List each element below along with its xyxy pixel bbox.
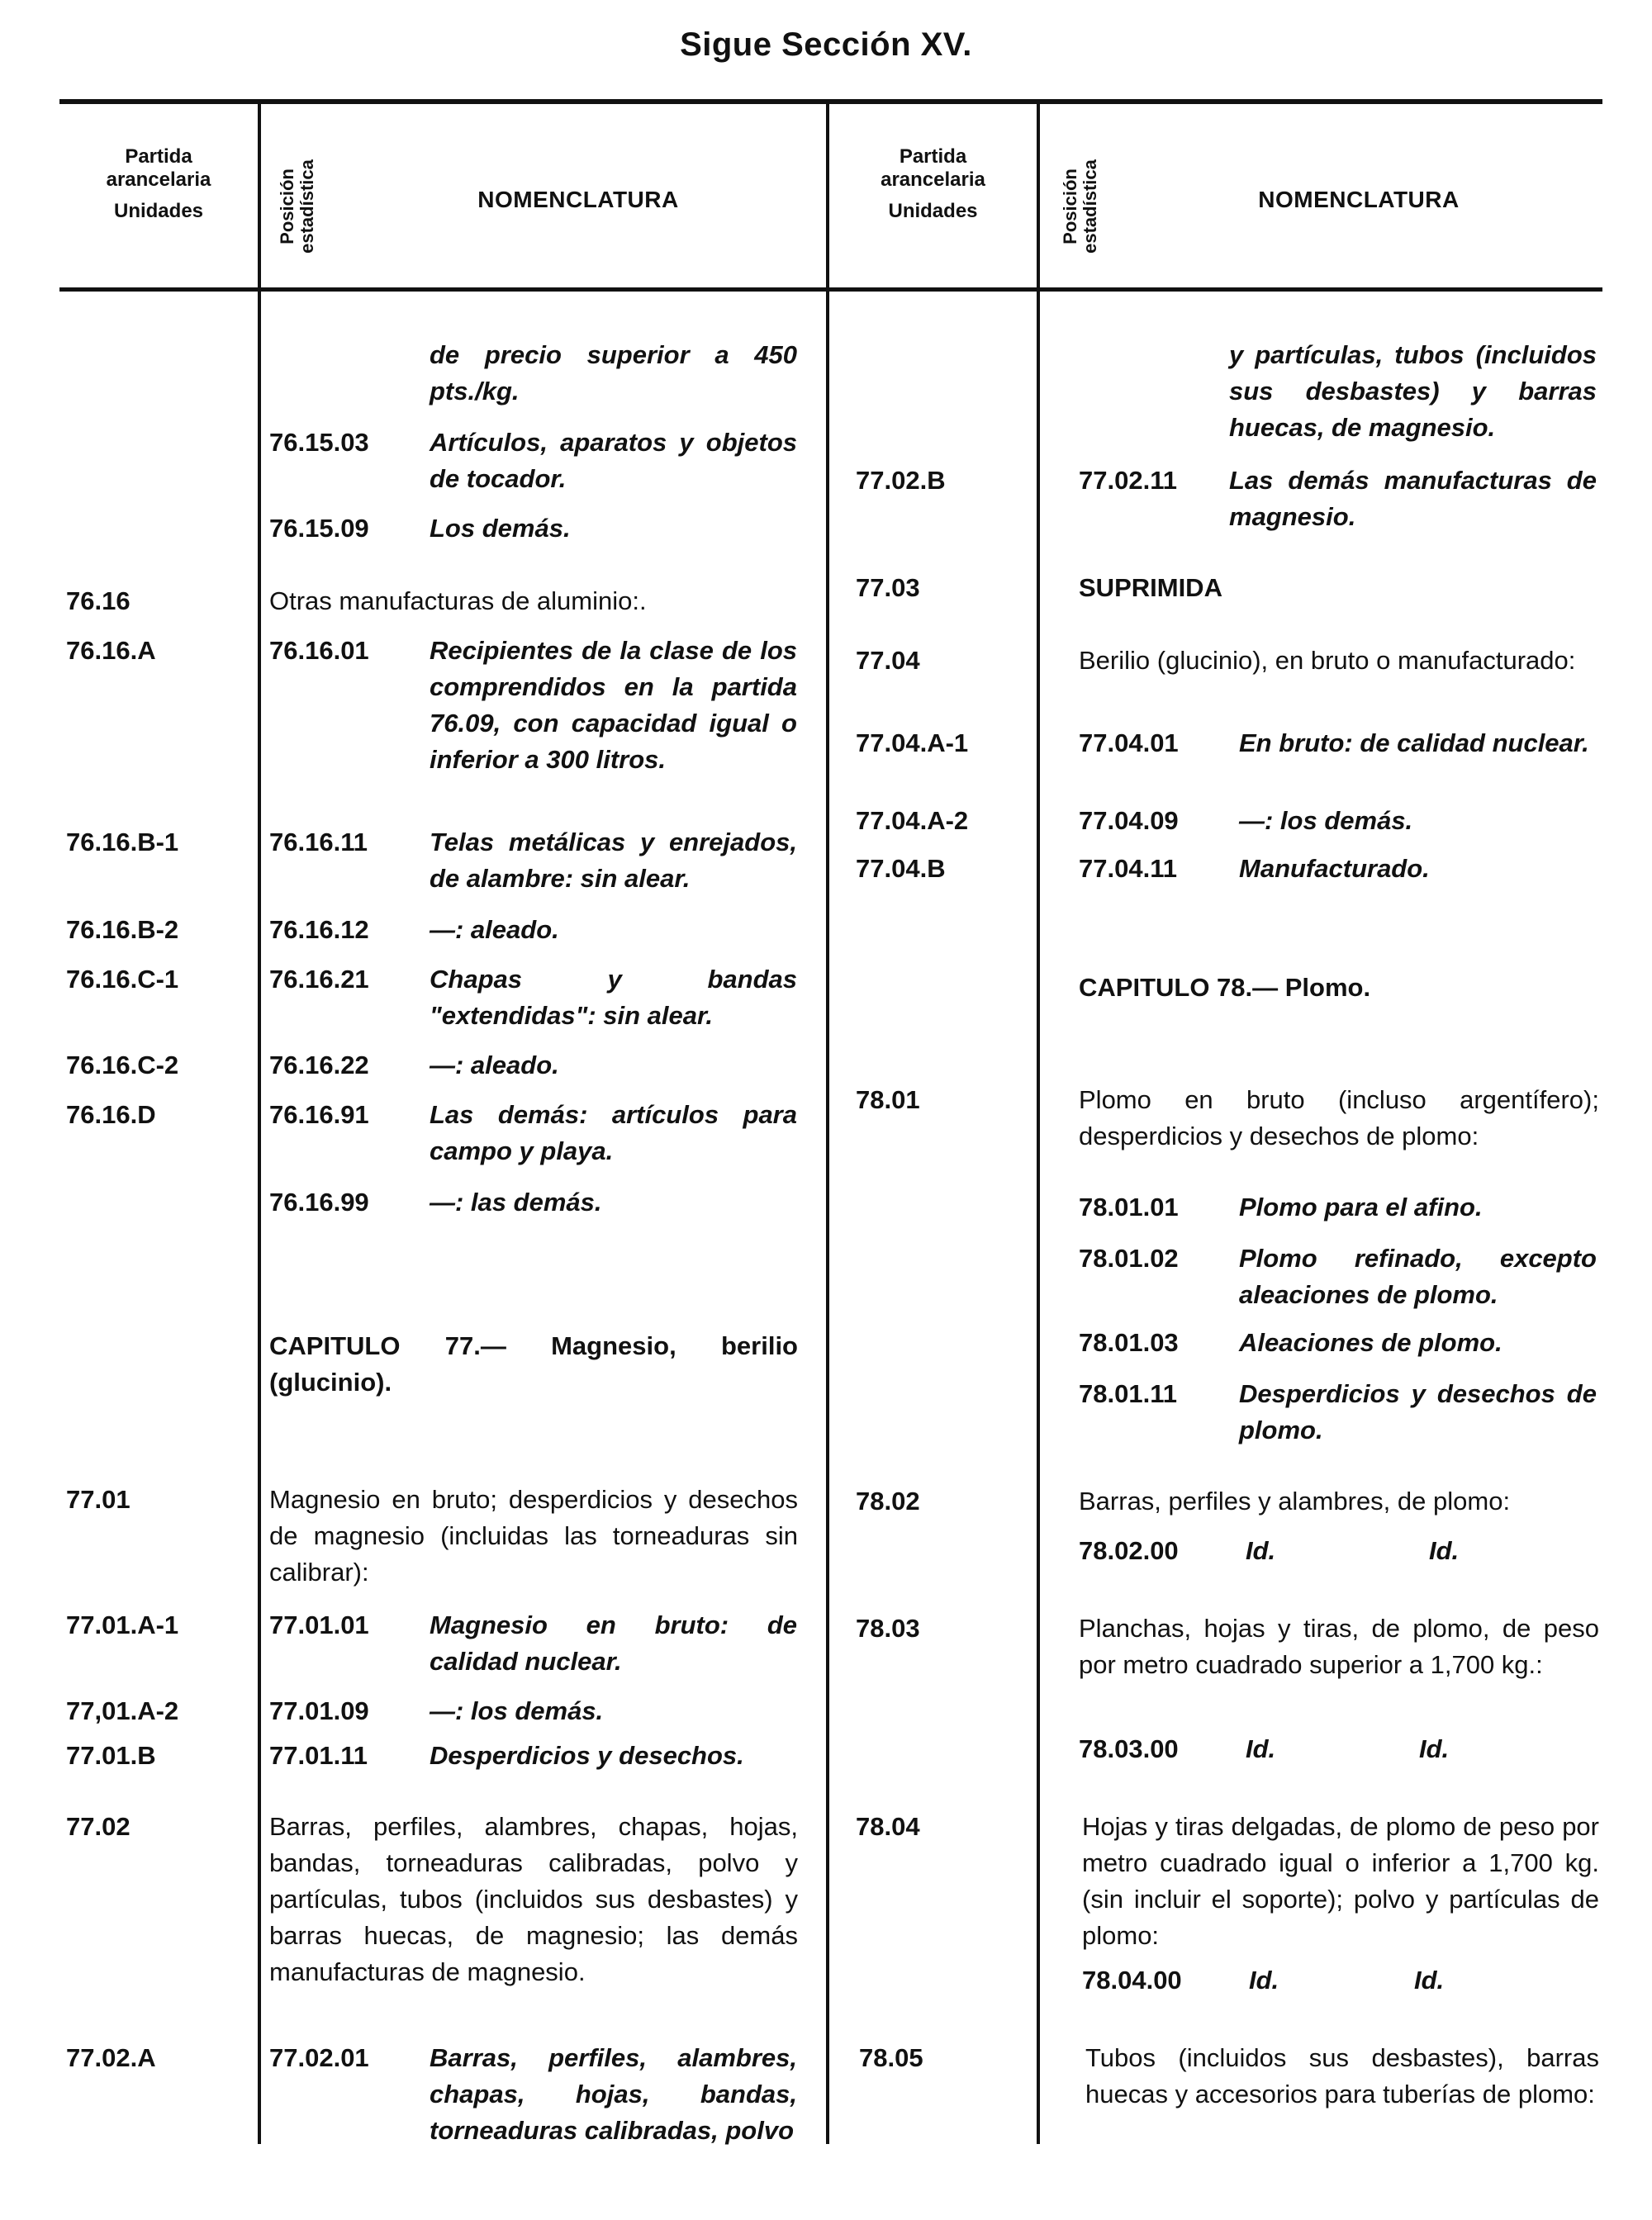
position-code: 77.02.01: [269, 2043, 369, 2072]
idem-mark: Id.: [1249, 1966, 1279, 1995]
position-code: 78.01.11: [1079, 1379, 1177, 1408]
partida-code: 76.16: [66, 586, 131, 615]
idem-mark: Id.: [1246, 1536, 1276, 1565]
partida-code: 77,01.A-2: [66, 1696, 179, 1725]
nomenclature-text: Desperdicios y desechos de plomo.: [1239, 1379, 1597, 1444]
nomenclature-text: Magnesio en bruto: de calidad nuclear.: [430, 1610, 797, 1676]
nomenclature-text: Otras manufacturas de aluminio:.: [269, 586, 647, 615]
header-nomenclatura-right: NOMENCLATURA: [1258, 187, 1460, 212]
partida-code: 77.01: [66, 1485, 131, 1514]
chapter-heading: CAPITULO 77.— Magnesio, berilio (glucinio).: [269, 1331, 798, 1397]
partida-code: 77.04.A-1: [856, 728, 969, 757]
nomenclature-text: —: las demás.: [430, 1188, 602, 1217]
partida-code: 78.03: [856, 1614, 920, 1643]
header-partida-left: Partida arancelaria Unidades: [106, 145, 211, 222]
nomenclature-text: Barras, perfiles y alambres, de plomo:: [1079, 1487, 1511, 1516]
col-divider-center: [826, 104, 829, 2144]
nomenclature-text: Artículos, aparatos y objetos de tocador.: [430, 428, 797, 493]
position-code: 77.01.09: [269, 1696, 369, 1725]
nomenclature-text: —: los demás.: [1239, 806, 1413, 835]
idem-mark: Id.: [1419, 1734, 1450, 1763]
nomenclature-text: y partículas, tubos (incluidos sus desbastes) y barras huecas, de magnesio.: [1229, 340, 1597, 442]
partida-code: 77.01.A-1: [66, 1610, 179, 1639]
header-nomenclatura-left: NOMENCLATURA: [477, 187, 679, 212]
position-code: 76.16.12: [269, 915, 369, 944]
partida-code: 77.02.A: [66, 2043, 156, 2072]
partida-code: 78.02: [856, 1487, 920, 1516]
nomenclature-text: Tubos (incluidos sus desbastes), barras huecas y accesorios para tuberías de plomo:: [1085, 2043, 1599, 2109]
position-code: 76.16.11: [269, 828, 368, 856]
position-code: 78.02.00: [1079, 1536, 1179, 1565]
partida-code: 77.04: [856, 646, 920, 675]
chapter-heading: CAPITULO 78.— Plomo.: [1079, 973, 1371, 1002]
nomenclature-text: Planchas, hojas y tiras, de plomo, de peso por metro cuadrado superior a 1,700 kg.:: [1079, 1614, 1599, 1679]
nomenclature-text: de precio superior a 450 pts./kg.: [430, 340, 797, 406]
partida-code: 76.16.A: [66, 636, 156, 665]
position-code: 77.02.11: [1079, 466, 1177, 495]
top-rule: [59, 99, 1602, 104]
nomenclature-text: Manufacturado.: [1239, 854, 1430, 883]
partida-code: 77.03: [856, 573, 920, 602]
partida-code: 77.01.B: [66, 1741, 156, 1770]
nomenclature-text: Las demás manufacturas de magnesio.: [1229, 466, 1597, 531]
position-code: 76.16.01: [269, 636, 369, 665]
nomenclature-text: —: aleado.: [430, 1051, 559, 1079]
nomenclature-text: —: los demás.: [430, 1696, 604, 1725]
position-code: 78.03.00: [1079, 1734, 1179, 1763]
position-code: 78.01.03: [1079, 1328, 1179, 1357]
partida-code: 76.16.C-2: [66, 1051, 179, 1079]
nomenclature-text: Aleaciones de plomo.: [1239, 1328, 1502, 1357]
partida-code: 76.16.B-2: [66, 915, 179, 944]
nomenclature-text: Recipientes de la clase de los comprendidos en la partida 76.09, con capacidad igual o inferior a 300 litros.: [430, 636, 797, 774]
nomenclature-text: Berilio (glucinio), en bruto o manufacturado:: [1079, 646, 1576, 675]
partida-code: 78.01: [856, 1085, 920, 1114]
position-code: 76.15.03: [269, 428, 369, 457]
nomenclature-text: —: aleado.: [430, 915, 559, 944]
idem-mark: Id.: [1246, 1734, 1276, 1763]
header-bottom-rule: [59, 287, 1602, 292]
header-partida-right: Partida arancelaria Unidades: [881, 145, 985, 222]
idem-mark: Id.: [1429, 1536, 1460, 1565]
nomenclature-text: Los demás.: [430, 514, 571, 543]
header-posicion-right: Posición estadística: [1060, 159, 1101, 254]
partida-code: 77.04.A-2: [856, 806, 969, 835]
nomenclature-text: Telas metálicas y enrejados, de alambre: sin alear.: [430, 828, 797, 893]
nomenclature-text: Barras, perfiles, alambres, chapas, hojas, bandas, torneaduras calibradas, polvo: [430, 2043, 797, 2145]
nomenclature-text: Plomo refinado, excepto aleaciones de plomo.: [1239, 1244, 1597, 1309]
col-divider-1: [258, 104, 261, 2144]
nomenclature-text: Las demás: artículos para campo y playa.: [430, 1100, 797, 1165]
header-posicion-left: Posición estadística: [277, 159, 318, 254]
position-code: 77.04.09: [1079, 806, 1179, 835]
position-code: 77.01.01: [269, 1610, 369, 1639]
nomenclature-text: Magnesio en bruto; desperdicios y desechos de magnesio (incluidas las torneaduras sin calibrar):: [269, 1485, 798, 1587]
position-code: 76.16.21: [269, 965, 369, 994]
nomenclature-text: Plomo para el afino.: [1239, 1193, 1483, 1221]
position-code: 76.16.22: [269, 1051, 369, 1079]
nomenclature-text: Plomo en bruto (incluso argentífero); desperdicios y desechos de plomo:: [1079, 1085, 1599, 1150]
position-code: 76.16.99: [269, 1188, 369, 1217]
position-code: 76.15.09: [269, 514, 369, 543]
nomenclature-text: SUPRIMIDA: [1079, 573, 1222, 602]
position-code: 78.04.00: [1082, 1966, 1182, 1995]
nomenclature-text: Desperdicios y desechos.: [430, 1741, 744, 1770]
nomenclature-text: Barras, perfiles, alambres, chapas, hojas, bandas, torneaduras calibradas, polvo y partículas, tubos (incluidos sus desbastes) y barras huecas, de magnesio; las demás manufacturas de magnesio.: [269, 1812, 798, 1986]
position-code: 76.16.91: [269, 1100, 369, 1129]
nomenclature-text: Chapas y bandas "extendidas": sin alear.: [430, 965, 797, 1030]
page-title: Sigue Sección XV.: [680, 26, 972, 63]
position-code: 77.04.01: [1079, 728, 1179, 757]
position-code: 77.01.11: [269, 1741, 368, 1770]
partida-code: 76.16.B-1: [66, 828, 179, 856]
nomenclature-text: Hojas y tiras delgadas, de plomo de peso por metro cuadrado igual o inferior a 1,700 kg. (sin incluir el soporte); polvo y partículas de plomo:: [1082, 1812, 1599, 1950]
position-code: 78.01.02: [1079, 1244, 1179, 1273]
partida-code: 78.05: [859, 2043, 923, 2072]
partida-code: 78.04: [856, 1812, 920, 1841]
partida-code: 76.16.C-1: [66, 965, 179, 994]
partida-code: 76.16.D: [66, 1100, 156, 1129]
partida-code: 77.02: [66, 1812, 131, 1841]
position-code: 77.04.11: [1079, 854, 1177, 883]
position-code: 78.01.01: [1079, 1193, 1179, 1221]
nomenclature-text: En bruto: de calidad nuclear.: [1239, 728, 1589, 757]
partida-code: 77.02.B: [856, 466, 946, 495]
col-divider-3: [1037, 104, 1040, 2144]
partida-code: 77.04.B: [856, 854, 946, 883]
idem-mark: Id.: [1414, 1966, 1445, 1995]
